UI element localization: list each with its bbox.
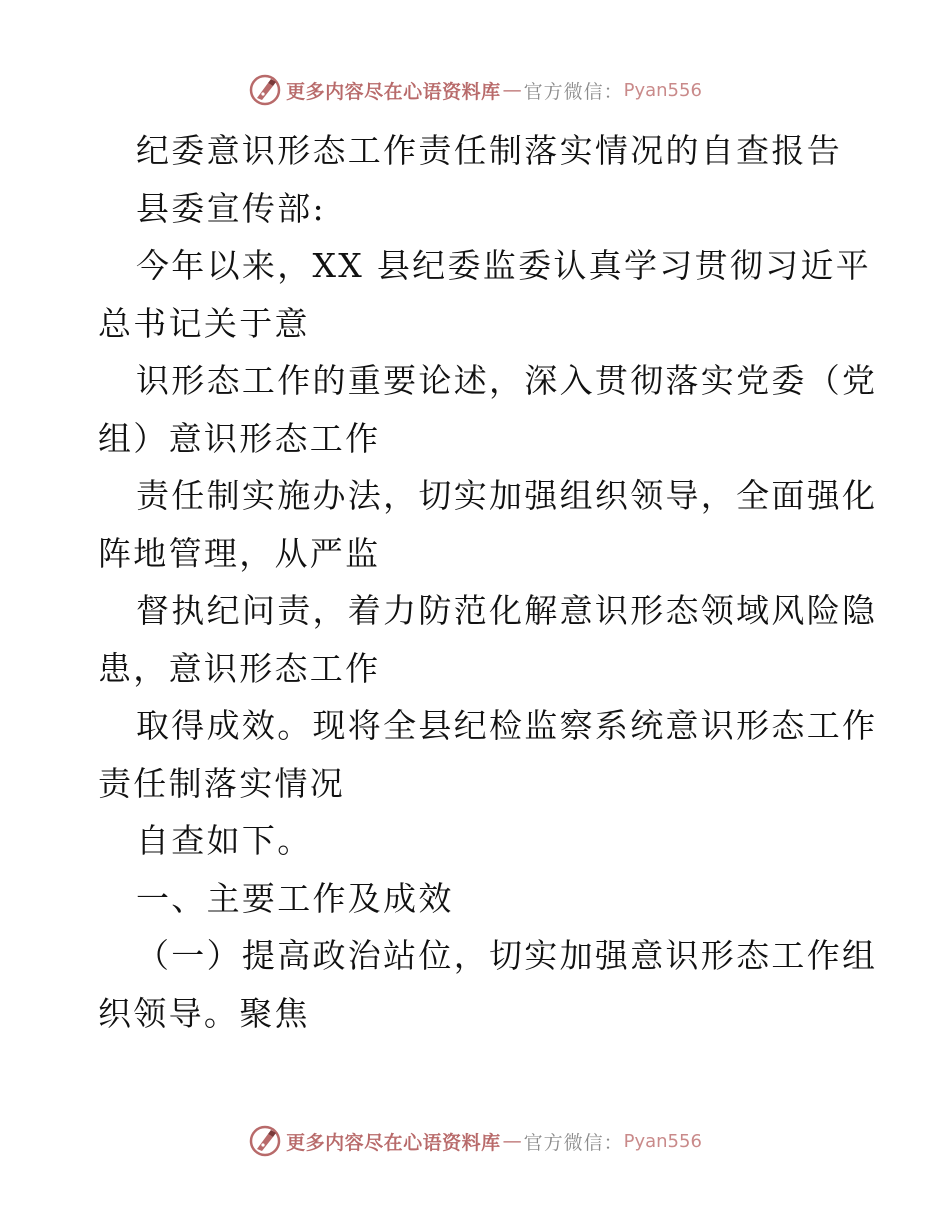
footer-watermark bbox=[0, 1121, 950, 1161]
pen-nib-logo-icon bbox=[248, 73, 282, 107]
paragraph-line: 患，意识形态工作 bbox=[98, 648, 381, 688]
watermark-wechat-id: Pyan556 bbox=[623, 1130, 702, 1152]
watermark-wechat-id: Pyan556 bbox=[623, 79, 702, 101]
paragraph-line: 阵地管理，从严监 bbox=[98, 533, 381, 573]
recipient-line: 县委宣传部: bbox=[136, 188, 326, 228]
watermark-dash: — bbox=[502, 1130, 522, 1152]
paragraph-line: 织领导。聚焦 bbox=[98, 993, 310, 1033]
paragraph-line: 督执纪问责，着力防范化解意识形态领域风险隐 bbox=[136, 591, 878, 630]
watermark-wechat-label: 官方微信： bbox=[523, 1131, 624, 1154]
subsection-heading: （一）提高政治站位，切实加强意识形态工作组 bbox=[136, 936, 878, 975]
document-body bbox=[98, 122, 878, 1042]
paragraph-line: 总书记关于意 bbox=[98, 303, 310, 343]
paragraph-line: 识形态工作的重要论述，深入贯彻落实党委（党 bbox=[136, 361, 878, 400]
watermark-wechat-label: 官方微信： bbox=[523, 80, 624, 103]
watermark-dash: — bbox=[502, 79, 522, 101]
paragraph-line: 取得成效。现将全县纪检监察系统意识形态工作 bbox=[136, 706, 878, 745]
paragraph-line: 责任制落实情况 bbox=[98, 763, 346, 803]
document-title: 纪委意识形态工作责任制落实情况的自查报告 bbox=[136, 131, 842, 170]
paragraph-line: 组）意识形态工作 bbox=[98, 418, 381, 458]
paragraph-line: 自查如下。 bbox=[136, 821, 313, 860]
paragraph-line: 今年以来，XX 县纪委监委认真学习贯彻习近平 bbox=[136, 246, 872, 285]
section-heading: 一、主要工作及成效 bbox=[136, 878, 454, 918]
watermark-text: 更多内容尽在心语资料库 bbox=[286, 1131, 501, 1154]
watermark-text: 更多内容尽在心语资料库 bbox=[286, 80, 501, 103]
header-watermark bbox=[0, 70, 950, 110]
pen-nib-logo-icon bbox=[248, 1124, 282, 1158]
paragraph-line: 责任制实施办法，切实加强组织领导，全面强化 bbox=[136, 476, 878, 515]
